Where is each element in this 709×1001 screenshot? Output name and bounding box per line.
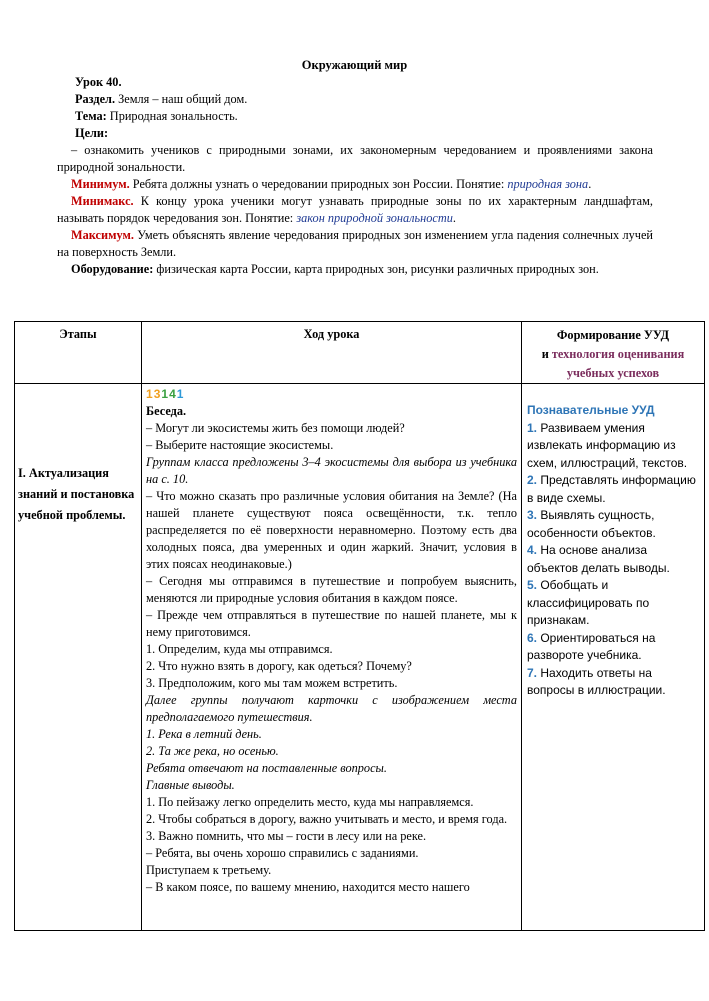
course-paragraph: 2. Чтобы собраться в дорогу, важно учитывать и место, и время года. bbox=[146, 812, 508, 827]
course-paragraph: Беседа. bbox=[146, 404, 187, 419]
course-cell bbox=[142, 384, 522, 931]
section-line: Раздел. Земля – наш общий дом. bbox=[75, 92, 248, 106]
uud-item bbox=[527, 630, 700, 665]
header-stages: Этапы bbox=[15, 322, 142, 384]
uud-item-number: 4. bbox=[527, 543, 538, 558]
uud-item-number: 1. bbox=[527, 420, 538, 435]
course-paragraph: – В каком поясе, по вашему мнению, находится место нашего bbox=[146, 880, 470, 895]
course-paragraph: – Прежде чем отправляться в путешествие по нашей планете, мы к нему приготовимся. bbox=[146, 608, 517, 640]
course-paragraph: – Что можно сказать про различные условия обитания на Земле? (На нашей планете существуют пояса освещённости, т.к. тепло распределяется по её поверхности неравномерно. Поэтому есть два холодных пояса, два умеренных и один жаркий. Значит, условия в этих поясах неодинаковые.) bbox=[146, 489, 517, 572]
uud-item bbox=[527, 420, 700, 473]
course-paragraph: 1. По пейзажу легко определить место, куда мы направляемся. bbox=[146, 795, 474, 810]
course-paragraph: 3. Важно помнить, что мы – гости в лесу или на реке. bbox=[146, 829, 427, 844]
colored-number: 3 bbox=[153, 387, 161, 402]
header-course: Ход урока bbox=[142, 322, 522, 384]
uud-item-text: Ориентироваться на развороте учебника. bbox=[527, 630, 656, 663]
uud-item-text: Обобщать и классифицировать по признакам. bbox=[527, 578, 650, 628]
uud-item-text: Представлять информацию в виде схемы. bbox=[527, 473, 696, 505]
topic-line: Тема: Природная зональность. bbox=[75, 109, 238, 123]
uud-item bbox=[527, 507, 700, 542]
maximum-line: Максимум. Уметь объяснять явление чередования природных зон изменением угла падения солнечных лучей на поверхность Земли. bbox=[57, 228, 653, 259]
course-paragraph: Группам класса предложены 3–4 экосистемы для выбора из учебника на с. 10. bbox=[146, 455, 517, 487]
goal-text: – ознакомить учеников с природными зонами, их закономерным чередованием и проявлениями закона природной зональности. bbox=[57, 143, 653, 174]
course-paragraph: Ребята отвечают на поставленные вопросы. bbox=[146, 761, 387, 776]
header-uud: Формирование УУД и технология оценивания учебных успехов bbox=[522, 322, 705, 384]
course-paragraph: Далее группы получают карточки с изображением места предполагаемого путешествия. bbox=[146, 693, 517, 725]
stage-cell: I. Актуализация знаний и постановка учебной проблемы. bbox=[15, 384, 142, 931]
colored-number: 1 bbox=[146, 387, 153, 402]
uud-cell bbox=[522, 384, 705, 931]
colored-number: 1 bbox=[176, 387, 184, 402]
uud-item bbox=[527, 665, 700, 700]
minimum-line: Минимум. Ребята должны узнать о чередовании природных зон России. Понятие: природная зона. bbox=[71, 177, 592, 191]
goals-heading: Цели: bbox=[75, 126, 109, 140]
equipment-line: Оборудование: физическая карта России, карта природных зон, рисунки различных природных зон. bbox=[71, 262, 599, 276]
course-paragraph: – Могут ли экосистемы жить без помощи людей? bbox=[146, 421, 405, 436]
course-paragraph: Главные выводы. bbox=[146, 778, 235, 793]
document-title: Окружающий мир bbox=[301, 58, 408, 72]
course-paragraph: 1. Определим, куда мы отправимся. bbox=[146, 642, 333, 657]
colored-numbers bbox=[146, 386, 517, 403]
course-paragraph: – Сегодня мы отправимся в путешествие и попробуем выяснить, меняются ли природные условия обитания в каждом поясе. bbox=[146, 574, 517, 606]
uud-item-number: 3. bbox=[527, 508, 538, 523]
uud-item-number: 6. bbox=[527, 630, 538, 645]
uud-item bbox=[527, 472, 700, 507]
uud-item bbox=[527, 577, 700, 630]
uud-item-number: 7. bbox=[527, 665, 538, 680]
uud-item-text: Выявлять сущность, особенности объектов. bbox=[527, 508, 656, 540]
course-paragraph: 3. Предположим, кого мы там можем встретить. bbox=[146, 676, 398, 691]
uud-item bbox=[527, 542, 700, 577]
uud-list bbox=[527, 420, 700, 700]
uud-item-text: Развиваем умения извлекать информацию из схем, иллюстраций, текстов. bbox=[527, 420, 688, 470]
course-paragraph: – Ребята, вы очень хорошо справились с заданиями. bbox=[146, 846, 419, 861]
lesson-number: Урок 40. bbox=[75, 75, 122, 89]
colored-number: 1 bbox=[161, 387, 169, 402]
colored-number: 4 bbox=[169, 387, 176, 402]
course-paragraph: 1. Река в летний день. bbox=[146, 727, 262, 742]
uud-item-number: 5. bbox=[527, 578, 538, 593]
course-paragraph: – Выберите настоящие экосистемы. bbox=[146, 438, 334, 453]
uud-item-text: Находить ответы на вопросы в иллюстрации. bbox=[527, 665, 666, 698]
lesson-table bbox=[14, 321, 705, 931]
course-paragraph: 2. Та же река, но осенью. bbox=[146, 744, 279, 759]
minimax-line: Минимакс. К концу урока ученики могут узнавать природные зоны по их характерным ландшафтам, называть порядок чередования зон. Понятие: закон природной зональности. bbox=[57, 194, 653, 225]
course-paragraph: 2. Что нужно взять в дорогу, как одеться? Почему? bbox=[146, 659, 412, 674]
lesson-intro bbox=[57, 74, 653, 278]
uud-heading: Познавательные УУД bbox=[527, 403, 655, 418]
uud-item-text: На основе анализа объектов делать выводы. bbox=[527, 543, 670, 575]
uud-item-number: 2. bbox=[527, 473, 538, 488]
course-text bbox=[146, 403, 517, 896]
course-paragraph: Приступаем к третьему. bbox=[146, 863, 272, 878]
